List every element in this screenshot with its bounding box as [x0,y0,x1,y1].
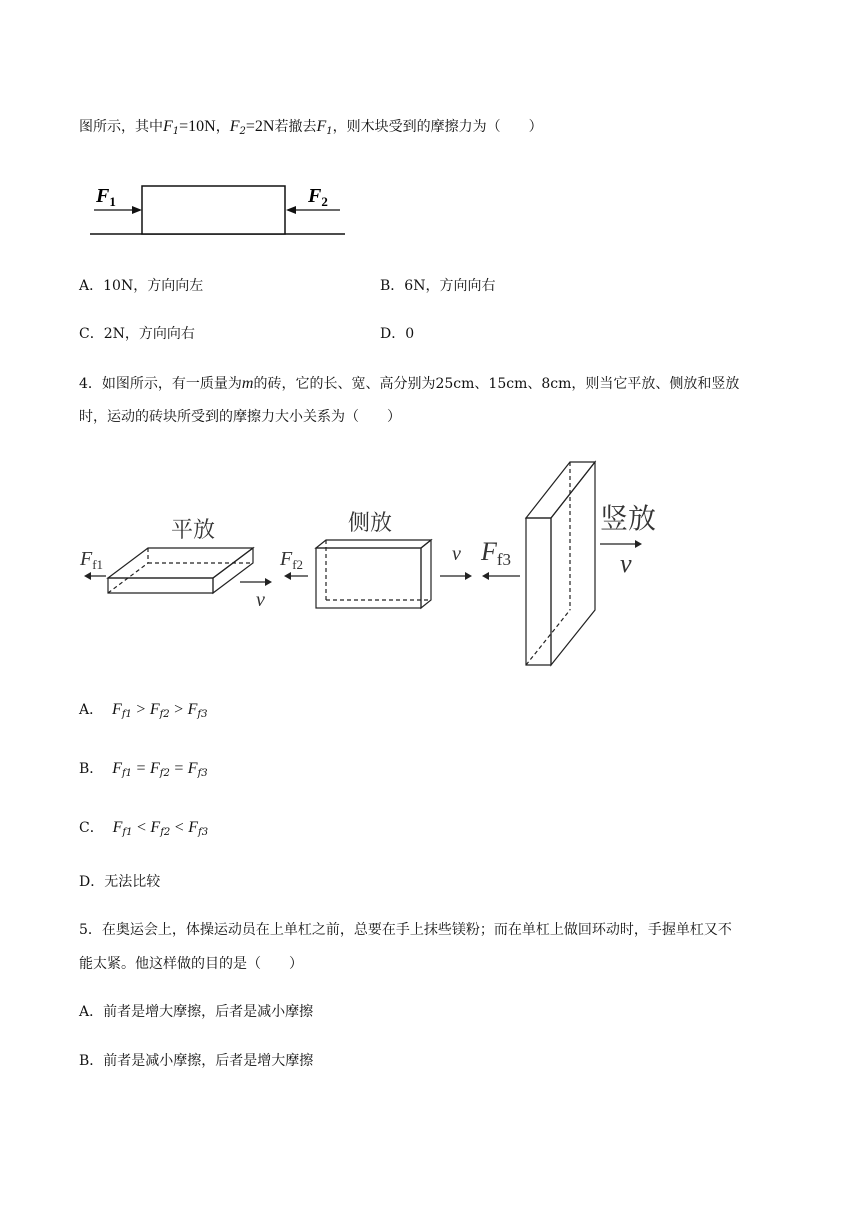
math-f: F [188,819,198,836]
math-f: F [112,701,122,718]
q4-stem-part: 4．如图所示，有一质量为 [79,376,242,392]
ff2-arrowhead [284,572,291,580]
option-text: 6N，方向向右 [404,278,496,294]
option-text: 2N，方向向右 [103,326,195,342]
math-f: F [149,701,160,718]
q3-stem-suffix: ，则木块受到的摩擦力为（ ） [332,119,543,135]
option-letter: A． [79,278,104,294]
side-brick-top [316,540,431,548]
q5-stem-line2: 能太紧。他这样做的目的是（ ） [79,956,303,972]
math-f: F [150,819,161,836]
ff3-arrowhead [482,572,489,580]
math-op: = [174,760,184,777]
q5-option-b [79,1052,313,1070]
option-text: 无法比较 [104,874,161,890]
ff2-label: $F_{f2}$ [280,548,304,572]
math-f: F [150,760,160,777]
math-sub: f3 [198,827,209,838]
math-op: > [174,701,184,718]
q4-stem-line1 [79,375,739,393]
flat-brick-side [213,548,253,593]
f1-arrowhead [132,206,142,214]
v1-arrowhead [265,578,272,586]
q3-option-d [380,325,414,343]
math-sub: f1 [121,768,133,779]
math-sub: f3 [197,709,208,720]
math-sub: f2 [160,827,171,838]
q4-stem-rest: 的砖，它的长、宽、高分别为25cm、15cm、8cm，则当它平放、侧放和竖放 [253,376,740,392]
math-op: > [136,701,146,718]
upright-label: 竖放 [600,502,657,535]
f1-label: $F_1$ [96,185,116,209]
math-sub: f2 [159,709,170,720]
q4-option-a [79,701,207,724]
option-letter: B． [79,1053,104,1069]
math-op: < [174,819,184,836]
option-letter: A． [79,1004,104,1020]
q5-stem-line1: 5．在奥运会上，体操运动员在上单杠之前，总要在手上抹些镁粉；而在单杠上做回环动时，手握单杠又不 [79,922,732,938]
option-letter: A． [79,702,104,718]
ff1-label: $F_{f1}$ [80,548,104,572]
math-f: F [112,819,123,836]
q3-f1-sub: 1 [172,126,180,137]
upright-brick-side [551,462,595,665]
v2-label: v [452,543,461,565]
math-sub: f1 [121,709,132,720]
ff3-label: Ff3 [481,537,512,569]
q3-option-b [380,277,495,295]
math-op: = [136,760,146,777]
math-sub: f1 [122,827,133,838]
q5-option-a [79,1003,313,1021]
q4-option-b [79,760,208,783]
math-op: < [136,819,146,836]
flat-brick-front [108,578,213,593]
q4-option-d [79,873,160,891]
option-letter: C． [79,820,104,836]
f2-label: $F_2$ [308,185,328,209]
q4-mass-symbol: m [241,375,254,392]
q3-f1-symbol: F [163,118,173,135]
option-text: 前者是增大摩擦，后者是减小摩擦 [103,1004,314,1020]
q3-stem-mid: 若撤去 [274,119,317,135]
q3-force-diagram [90,180,360,240]
q3-f2-symbol: F [229,118,240,135]
math-f: F [187,701,198,718]
q4-stem-line2: 时，运动的砖块所受到的摩擦力大小关系为（ ） [79,409,401,425]
q3-f1-value: =10N [179,118,216,135]
math-sub: f2 [159,768,170,779]
q4-option-c [79,819,208,842]
q3-f1b-sub: 1 [326,126,333,137]
q3-sep: ， [215,119,230,135]
v1-label: v [256,589,265,611]
flat-brick-top [108,548,253,578]
q3-f2-sub: 2 [239,126,246,137]
flat-label: 平放 [171,518,216,543]
wood-block [142,186,285,234]
math-f: F [187,760,198,777]
upright-brick-hidden [526,610,570,665]
f2-arrowhead [286,206,296,214]
q3-stem-prefix: 图所示，其中 [79,119,163,135]
q3-option-a [79,277,203,295]
math-sub: f3 [197,768,208,779]
option-text: 0 [405,326,415,342]
option-text: 10N，方向向左 [103,278,204,294]
math-f: F [112,760,122,777]
q3-f2-value: =2N [245,118,275,135]
option-letter: D． [79,874,105,890]
q4-brick-diagram [78,450,778,680]
ff1-arrowhead [84,572,91,580]
side-brick-side [421,540,431,608]
v2-arrowhead [465,572,472,580]
option-text: 前者是减小摩擦，后者是增大摩擦 [103,1053,314,1069]
q3-stem [79,118,543,141]
side-label: 侧放 [348,511,393,536]
q3-f1b-symbol: F [316,118,327,135]
option-letter: B． [79,761,104,777]
option-letter: D． [380,326,406,342]
option-letter: B． [380,278,405,294]
upright-brick-front [526,518,551,665]
option-letter: C． [79,326,104,342]
side-brick-front [316,548,421,608]
upright-brick-top [526,462,595,518]
v3-label: v [620,549,632,578]
v3-arrowhead [635,540,642,548]
q3-option-c [79,325,195,343]
